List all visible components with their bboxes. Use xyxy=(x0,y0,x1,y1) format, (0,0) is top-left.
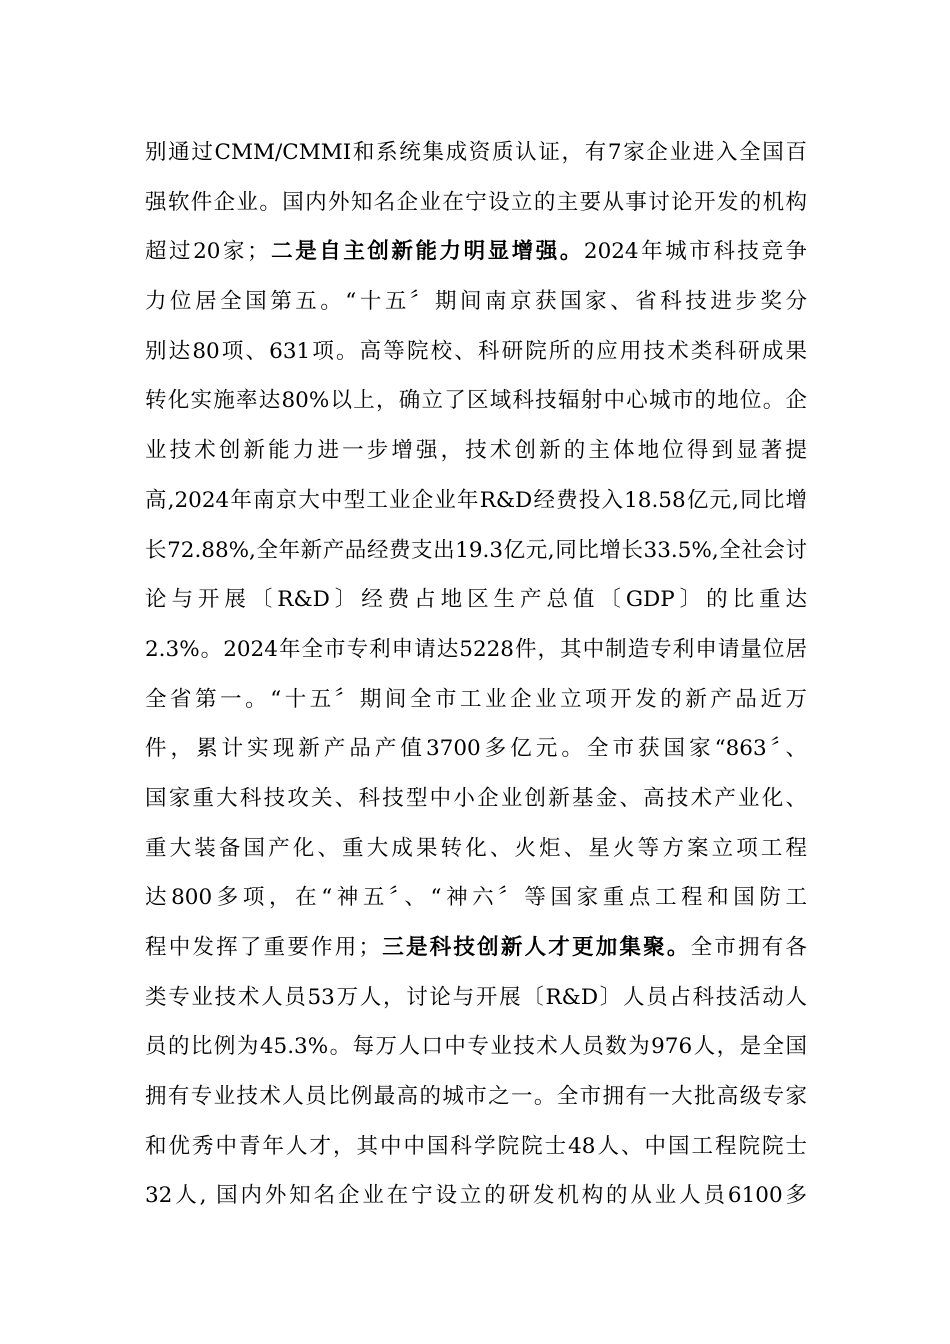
text-line: 论与开展〔R&D〕经费占地区生产总值〔GDP〕的比重达 xyxy=(145,587,807,613)
text-line: 强软件企业。国内外知名企业在宁设立的主要从事讨论开发的机构 xyxy=(145,189,807,215)
text-line xyxy=(145,923,807,973)
text-line: 长72.88%,全年新产品经费支出19.3亿元,同比增长33.5%,全社会讨 xyxy=(145,537,807,563)
line-text: 2024年城市科技竞争 xyxy=(583,239,808,265)
line-text: 超过20家； xyxy=(145,239,269,265)
text-line: 全省第一。“十五〞期间全市工业企业立项开发的新产品近万 xyxy=(145,686,807,712)
text-line: 2.3%。2024年全市专利申请达5228件，其中制造专利申请量位居 xyxy=(145,636,807,662)
text-line: 拥有专业技术人员比例最高的城市之一。全市拥有一大批高级专家 xyxy=(145,1084,807,1110)
text-line: 国家重大科技攻关、科技型中小企业创新基金、高技术产业化、 xyxy=(145,785,807,811)
text-line: 类专业技术人员53万人，讨论与开展〔R&D〕人员占科技活动人 xyxy=(145,984,807,1010)
line-text: 程中发挥了重要作用； xyxy=(145,935,380,960)
text-line: 件，累计实现新产品产值3700多亿元。全市获国家“863〞、 xyxy=(145,736,807,762)
body-text xyxy=(145,128,807,1221)
text-line: 32人, 国内外知名企业在宁设立的研发机构的从业人员6100多 xyxy=(145,1183,807,1209)
bold-heading-point-two: 二是自主创新能力明显增强。 xyxy=(268,239,584,265)
text-line xyxy=(145,227,807,277)
text-line: 力位居全国第五。“十五〞期间南京获国家、省科技进步奖分 xyxy=(145,289,807,315)
bold-heading-point-three: 三是科技创新人才更加集聚。 xyxy=(380,935,691,960)
text-line: 高,2024年南京大中型工业企业年R&D经费投入18.58亿元,同比增 xyxy=(145,487,807,513)
text-line: 别通过CMM/CMMI和系统集成资质认证，有7家企业进入全国百 xyxy=(145,140,807,165)
text-line: 重大装备国产化、重大成果转化、火炬、星火等方案立项工程 xyxy=(145,835,807,861)
line-text: 全市拥有各 xyxy=(690,935,807,960)
text-line: 转化实施率达80%以上，确立了区域科技辐射中心城市的地位。企 xyxy=(145,388,807,414)
text-line: 和优秀中青年人才，其中中国科学院院士48人、中国工程院院士 xyxy=(145,1133,807,1159)
text-line: 别达80项、631项。高等院校、科研院所的应用技术类科研成果 xyxy=(145,338,807,364)
text-line: 达800多项，在“神五〞、“神六〞等国家重点工程和国防工 xyxy=(145,885,807,911)
text-line: 员的比例为45.3%。每万人口中专业技术人员数为976人，是全国 xyxy=(145,1034,807,1060)
text-line: 业技术创新能力进一步增强，技术创新的主体地位得到显著提 xyxy=(145,438,807,464)
